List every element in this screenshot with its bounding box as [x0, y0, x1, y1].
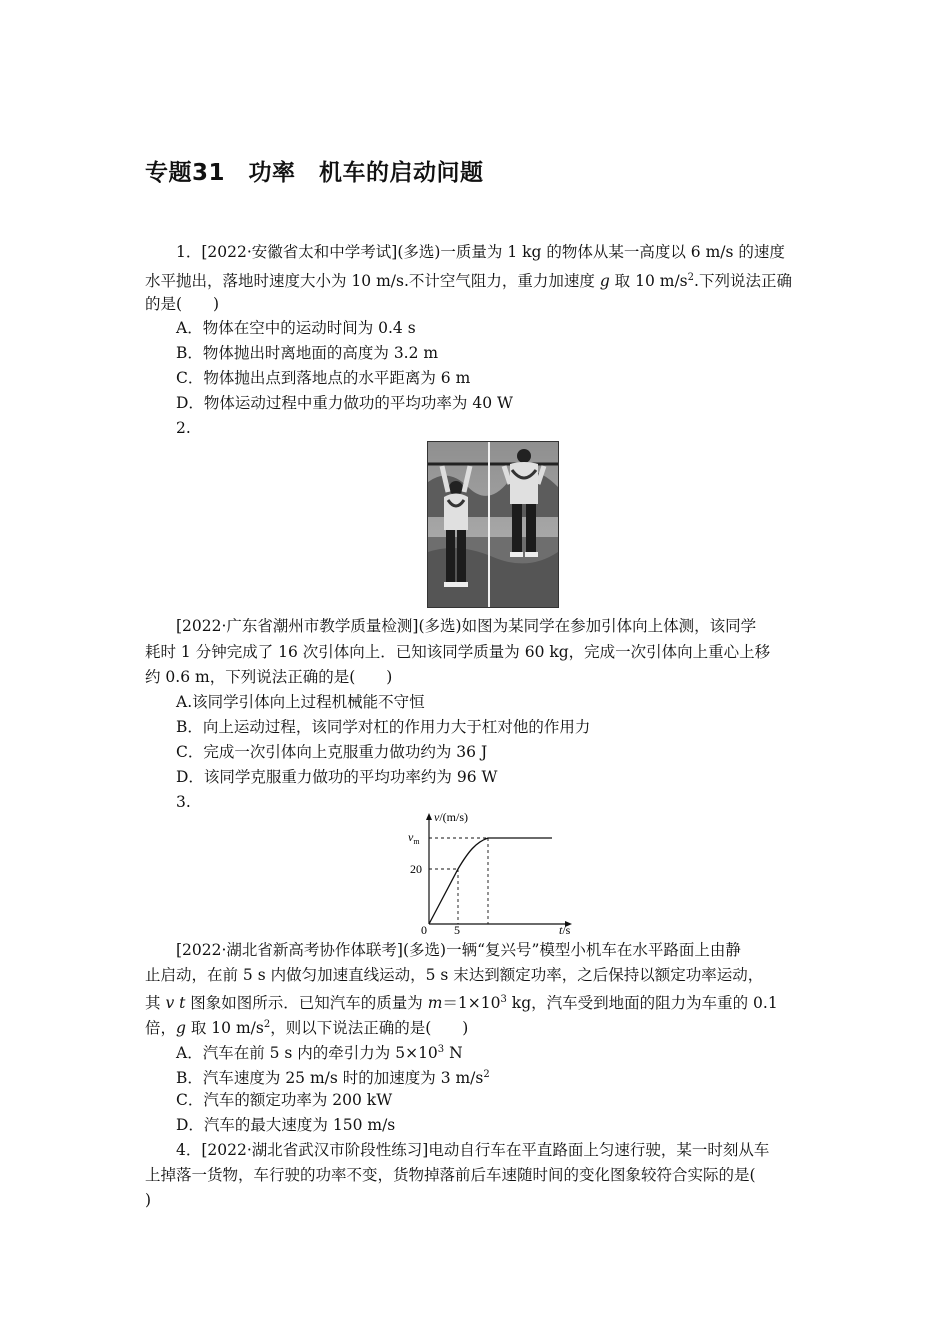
page-title: 专题31 功率 机车的启动问题 [145, 160, 484, 186]
q2-option-a: A.该同学引体向上过程机械能不守恒 [176, 693, 425, 711]
q1-option-b: B．物体抛出时离地面的高度为 3.2 m [176, 344, 439, 362]
q3-option-d: D．汽车的最大速度为 150 m/s [176, 1116, 396, 1134]
q4-line-2: 上掉落一货物，车行驶的功率不变，货物掉落前后车速随时间的变化图象较符合实际的是( [145, 1166, 756, 1184]
q2-option-b: B．向上运动过程，该同学对杠的作用力大于杠对他的作用力 [176, 718, 591, 736]
x-tick-label: 5 [454, 923, 460, 935]
q1-line-1: 1．[2022·安徽省太和中学考试](多选)一质量为 1 kg 的物体从某一高度以 6 m/s 的速度 [176, 243, 785, 261]
q2-option-d: D．该同学克服重力做功的平均功率约为 96 W [176, 768, 498, 786]
y-axis-arrow [426, 813, 432, 820]
x-axis-label: t/s [559, 923, 571, 935]
q3-line-4: 倍，g 取 10 $m/s^2$，则以下说法正确的是( ) [145, 1019, 469, 1038]
q1-line-3: 的是( ) [145, 295, 220, 313]
q3-line-3: 其 v t 图象如图所示．已知汽车的质量为 $m=1\times 10^3$ kg，汽车受到地面的阻力为车重的 0.1 [145, 994, 778, 1013]
velocity-curve [429, 838, 552, 924]
q2-option-c: C．完成一次引体向上克服重力做功约为 36 J [176, 743, 488, 761]
y-tick-label: 20 [410, 862, 422, 876]
q2-line-1: [2022·广东省潮州市教学质量检测](多选)如图为某同学在参加引体向上体测，该同学 [176, 617, 757, 635]
q2-line-2: 耗时 1 分钟完成了 16 次引体向上．已知该同学质量为 60 kg，完成一次引体向上重心上移 [145, 643, 771, 661]
vm-label: $v_m$ [408, 830, 420, 846]
q4-line-3: ) [145, 1191, 152, 1209]
vt-graph-svg [404, 810, 580, 935]
q4-line-1: 4．[2022·湖北省武汉市阶段性练习]电动自行车在平直路面上匀速行驶，某一时刻从车 [176, 1141, 770, 1159]
q1-option-c: C．物体抛出点到落地点的水平距离为 6 m [176, 369, 471, 387]
y-axis-label: v/(m/s) [434, 810, 468, 824]
q2-number: 2. [176, 419, 191, 437]
q3-option-b: B．汽车速度为 25 m/s 时的加速度为 3 $m/s^2$ [176, 1069, 490, 1088]
q1-option-a: A．物体在空中的运动时间为 0.4 s [176, 319, 416, 337]
vt-graph [404, 810, 580, 935]
q2-line-3: 约 0.6 m，下列说法正确的是( ) [145, 668, 393, 686]
q1-option-d: D．物体运动过程中重力做功的平均功率为 40 W [176, 394, 513, 412]
origin-label: 0 [421, 923, 427, 935]
q1-line-2: 水平抛出，落地时速度大小为 10 m/s.不计空气阻力，重力加速度 g 取 10 $m/s^2$.下列说法正确 [145, 272, 792, 291]
q3-line-1: [2022·湖北省新高考协作体联考](多选)一辆“复兴号”模型小机车在水平路面上由静 [176, 941, 741, 959]
q3-number: 3. [176, 793, 191, 811]
q3-line-2: 止启动，在前 5 s 内做匀加速直线运动，5 s 末达到额定功率，之后保持以额定功率运动， [145, 966, 764, 984]
pull-up-photo [427, 441, 559, 608]
pull-up-photo-illustration [428, 442, 558, 607]
q3-option-a: A．汽车在前 5 s 内的牵引力为 $5\times 10^3$ N [176, 1044, 463, 1063]
q3-option-c: C．汽车的额定功率为 200 kW [176, 1091, 393, 1109]
